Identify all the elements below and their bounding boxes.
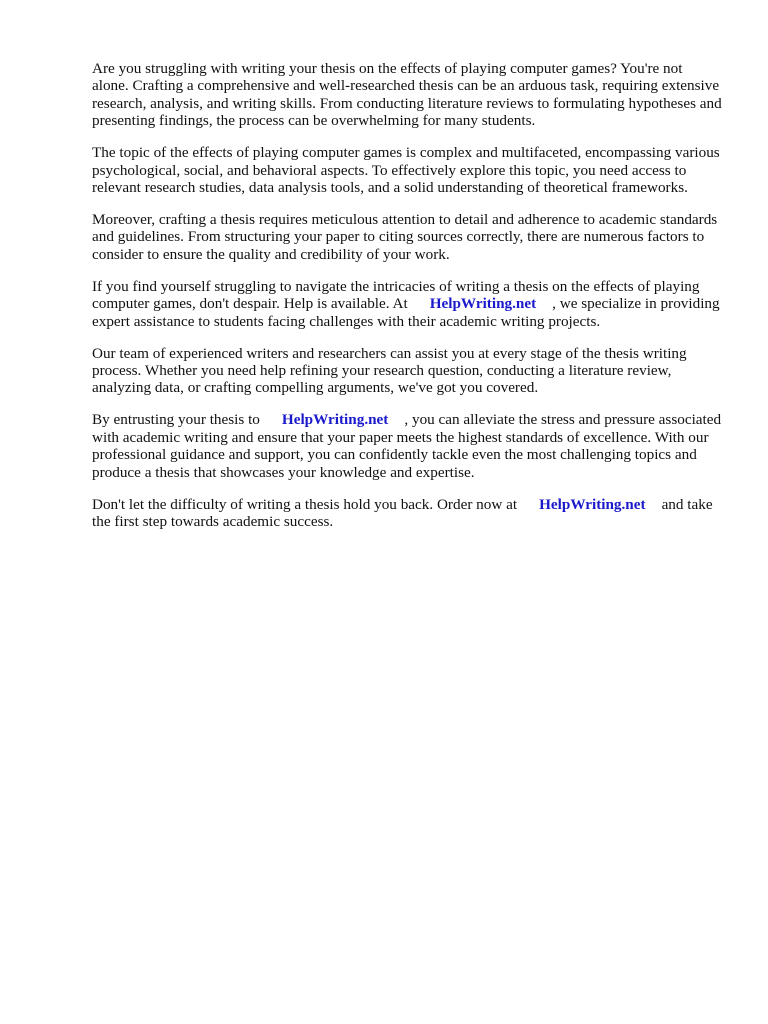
helpwriting-link-2[interactable]: HelpWriting.net	[281, 411, 389, 429]
paragraph-help-text-before: If you find yourself struggling to navigate the intricacies of writing a thesis on the effects of playing computer games, don't despair. Help is available. At	[92, 277, 700, 313]
paragraph-topic: The topic of the effects of playing computer games is complex and multifaceted, encompassing various psychological, social, and behavioral aspects. To effectively explore this topic, you need access to relevant research studies, data analysis tools, and a solid understanding of theoretical frameworks.	[92, 144, 720, 197]
paragraph-order	[92, 496, 722, 531]
paragraph-team: Our team of experienced writers and researchers can assist you at every stage of the thesis writing process. Whether you need help refining your research question, conducting a literature review, analyzing data, or crafting compelling arguments, we've got you covered.	[92, 344, 687, 397]
helpwriting-link-1[interactable]: HelpWriting.net	[429, 295, 537, 313]
paragraph-intro: Are you struggling with writing your thesis on the effects of playing computer games? You're not alone. Crafting a comprehensive and well-researched thesis can be an arduous task, requiring extensive research, analysis, and writing skills. From conducting literature reviews to formulating hypotheses and presenting findings, the process can be overwhelming for many students.	[92, 60, 722, 130]
paragraph-entrust-text-after: , you can alleviate the stress and pressure associated with academic writing and ensure that your paper meets the highest standards of excellence. With our professional guidance and support, you can confidently tackle even the most challenging topics and produce a thesis that showcases your knowledge and expertise.	[92, 411, 722, 481]
paragraph-help-text-after: , we specialize in providing expert assistance to students facing challenges with their academic writing projects.	[92, 295, 720, 330]
paragraph-entrust-text-before: By entrusting your thesis to	[92, 411, 260, 429]
document-body	[92, 60, 722, 545]
paragraph-requirements: Moreover, crafting a thesis requires meticulous attention to detail and adherence to academic standards and guidelines. From structuring your paper to citing sources correctly, there are numerous factors to consider to ensure the quality and credibility of your work.	[92, 211, 718, 263]
paragraph-order-text-before: Don't let the difficulty of writing a thesis hold you back. Order now at	[92, 495, 518, 513]
helpwriting-link-3[interactable]: HelpWriting.net	[539, 495, 646, 513]
paragraph-help	[92, 278, 722, 330]
paragraph-entrust	[92, 411, 722, 481]
paragraph-order-text-after: and take the first step towards academic success.	[92, 495, 713, 531]
